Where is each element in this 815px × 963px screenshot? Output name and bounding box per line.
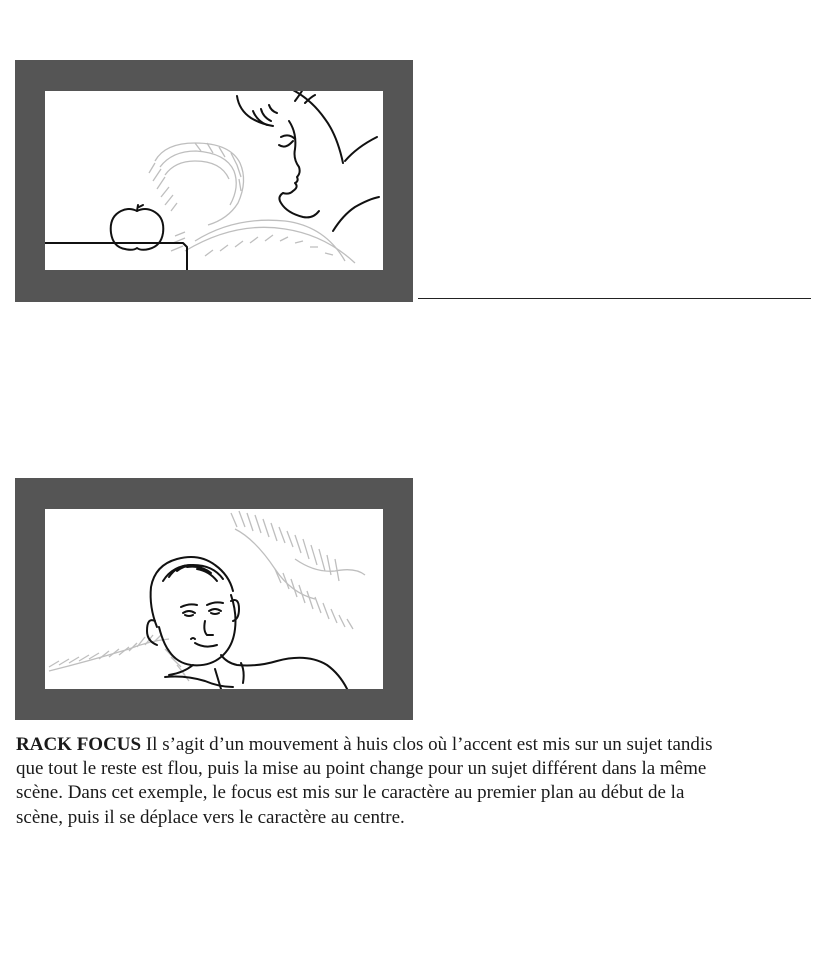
caption-title: RACK FOCUS (16, 734, 142, 755)
caption-body: Il s’agit d’un mouvement à huis clos où l’accent est mis sur un sujet tandis que tout le reste est flou, puis la mise au point change pour un sujet différent dans la même scène. Dans cet exemple, le focus est mis sur le caractère au premier plan au début de la scène, puis il se déplace vers le caractère au centre. (16, 734, 713, 828)
boy-face-sketch-icon (45, 509, 383, 689)
writing-line (418, 298, 811, 299)
storyboard-frame-1 (15, 60, 413, 302)
caption-paragraph (16, 733, 736, 830)
storyboard-screen-1 (45, 91, 383, 270)
storyboard-frame-2 (15, 478, 413, 720)
storyboard-screen-2 (45, 509, 383, 689)
apple-and-face-sketch-icon (45, 91, 383, 270)
